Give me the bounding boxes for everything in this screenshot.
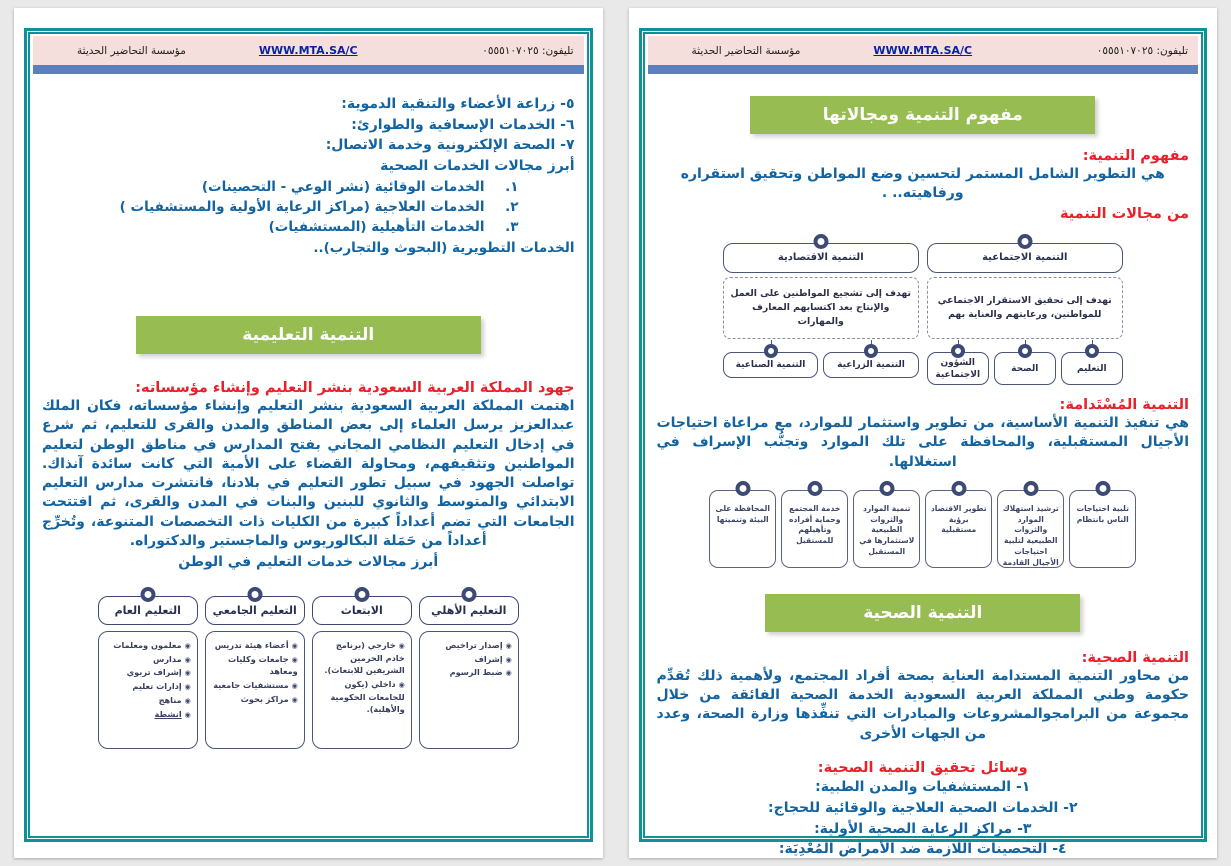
leaf-label: التنمية الصناعية — [735, 360, 806, 371]
header-phone: تليفون: ٠٥٥٥١٠٧٠٢٥ — [482, 44, 574, 57]
pillar-item — [1069, 490, 1136, 568]
tree-social-title-box — [927, 243, 1123, 273]
list-item-number: ٣. — [505, 219, 519, 236]
circle-knob-icon — [807, 481, 822, 496]
list-item-underlined: انشطة — [154, 708, 182, 719]
list-item: ◉ إشراف تربوي — [105, 666, 191, 679]
efforts-title: جهود المملكة العربية السعودية بنشر التعليم وإنشاء مؤسساته: — [135, 379, 575, 396]
page-right-sheet — [33, 36, 584, 834]
leaf-label: الصحة — [1011, 363, 1039, 374]
banner-health-wrap — [657, 594, 1190, 632]
tree-social-desc: تهدف إلى تحقيق الاستقرار الاجتماعي للمواطنين، ورعايتهم والعناية بهم — [927, 277, 1123, 339]
leaf-item — [823, 352, 919, 378]
tree-social — [927, 234, 1123, 385]
header-phone: تليفون: ٠٥٥٥١٠٧٠٢٥ — [1096, 44, 1188, 57]
pillar-label: تطوير الاقتصاد برؤية مستقبلية — [930, 503, 987, 535]
leaf-label: الشؤون الاجتماعية — [935, 357, 981, 380]
banner-education-wrap — [42, 316, 575, 354]
list-item: ◉ إصدار تراخيص — [426, 639, 512, 652]
list-item: ◉ مناهج — [105, 694, 191, 707]
header-accent-bar — [33, 65, 584, 74]
page-header — [648, 36, 1199, 65]
leaf-label: التنمية الزراعية — [837, 360, 905, 371]
list-item: ٤- التحصينات اللازمة ضد الأمراض المُعْدِيَة: — [778, 841, 1067, 858]
pillar-label: تلبية احتياجات الناس بانتظام — [1076, 503, 1129, 524]
list-item: ◉ معلمون ومعلمات — [105, 639, 191, 652]
circle-knob-icon — [951, 481, 966, 496]
list-item: ٦- الخدمات الإسعافية والطوارئ: — [351, 116, 575, 133]
tree-economic-desc: تهدف إلى تشجيع المواطنين على العمل والإنتاج بعد اكتسابهم المعارف والمهارات — [723, 277, 919, 339]
tree-economic-title: التنمية الاقتصادية — [777, 252, 864, 264]
header-website[interactable] — [220, 44, 397, 57]
concept-title: مفهوم التنمية: — [1082, 148, 1189, 164]
leaf-item — [1061, 352, 1123, 385]
health-fields-tail: الخدمات التطويرية (البحوث والتجارب).. — [313, 239, 575, 256]
spacer — [657, 385, 1190, 395]
edu-column-items — [205, 631, 305, 749]
circle-knob-icon — [864, 344, 878, 358]
education-fields-diagram — [42, 587, 575, 749]
tree-economic-leaves — [723, 352, 919, 378]
page-right — [14, 8, 603, 858]
list-item-number: ٢. — [505, 199, 519, 216]
list-item — [42, 177, 575, 197]
edu-column-title: التعليم العام — [114, 603, 181, 617]
pillar-label: تنمية الموارد والثروات الطبيعية لاستثمارها في المستقبل — [859, 503, 915, 556]
leaf-label: التعليم — [1076, 363, 1107, 374]
edu-column-title: الابتعاث — [340, 603, 383, 617]
pillar-item — [709, 490, 776, 568]
pillar-label: خدمة المجتمع وحماية أفراده وتأهيلهم للمستقبل — [788, 503, 841, 546]
edu-column-header — [98, 596, 198, 625]
header-org: مؤسسة التحاضير الحديثة — [691, 44, 801, 57]
edu-column-university — [205, 587, 305, 749]
pillar-label: ترشيد استهلاك الموارد والثروات الطبيعية لتلبية احتياجات الأجيال القادمة — [1002, 503, 1059, 567]
tree-social-leaves — [927, 352, 1123, 385]
circle-knob-icon — [1018, 344, 1032, 358]
list-item: ◉ مدارس — [105, 653, 191, 666]
means-continued-list — [42, 94, 575, 177]
edu-column-title: التعليم الجامعي — [212, 603, 297, 617]
circle-knob-icon — [951, 344, 965, 358]
list-item-number: ١. — [505, 178, 519, 195]
circle-knob-icon — [354, 587, 369, 602]
circle-knob-icon — [1085, 344, 1099, 358]
circle-knob-icon — [1023, 481, 1038, 496]
banner-health: التنمية الصحية — [765, 594, 1080, 632]
health-fields-title: أبرز مجالات الخدمات الصحية — [380, 158, 575, 175]
page-left-body — [648, 96, 1199, 860]
pillar-item — [925, 490, 992, 568]
list-item: ◉ مراكز بحوث — [212, 693, 298, 706]
edu-column-title: التعليم الأهلي — [431, 603, 507, 617]
concept-body: هي التطوير الشامل المستمر لتحسين وضع المواطن وتحقيق استقراره ورفاهيته.. . — [680, 166, 1165, 202]
list-item: ◉ مستشفيات جامعية — [212, 679, 298, 692]
header-accent-bar — [648, 65, 1199, 74]
means-list — [657, 777, 1190, 860]
list-item: ١- المستشفيات والمدن الطبية: — [815, 779, 1031, 796]
health-title: التنمية الصحية: — [1081, 649, 1189, 666]
circle-knob-icon — [461, 587, 476, 602]
page-right-body — [33, 74, 584, 749]
pillar-item — [997, 490, 1064, 568]
circle-knob-icon — [1017, 234, 1032, 249]
edu-fields-title: أبرز مجالات خدمات التعليم في الوطن — [178, 554, 439, 571]
circle-knob-icon — [735, 481, 750, 496]
header-website[interactable] — [834, 44, 1011, 57]
leaf-item — [723, 352, 819, 378]
banner-concept: مفهوم التنمية ومجالاتها — [750, 96, 1095, 134]
tree-economic-title-box — [723, 243, 919, 273]
list-item: ◉ إدارات تعليم — [105, 680, 191, 693]
edu-column-header — [312, 596, 412, 625]
pillar-label: المحافظة على البيئة وتنميتها — [715, 503, 770, 524]
edu-column-header — [205, 596, 305, 625]
list-item: ٥- زراعة الأعضاء والتنقية الدموية: — [341, 96, 575, 112]
list-item-label: الخدمات الوقائية (نشر الوعي - التحصينات) — [201, 178, 485, 195]
list-item: ◉ خارجي (برنامج خادم الحرمين الشريفين للابتعاث). — [319, 639, 405, 677]
circle-knob-icon — [879, 481, 894, 496]
list-item-label: الخدمات العلاجية (مراكز الرعاية الأولية والمستشفيات ) — [119, 199, 485, 216]
edu-column-items — [98, 631, 198, 749]
list-item-label: الخدمات التأهيلية (المستشفيات) — [268, 219, 485, 236]
means-title: وسائل تحقيق التنمية الصحية: — [817, 760, 1028, 777]
leaf-item — [994, 352, 1056, 385]
edu-column-private — [419, 587, 519, 749]
pillar-item — [781, 490, 848, 568]
circle-knob-icon — [140, 587, 155, 602]
list-item: ◉ ضبط الرسوم — [426, 666, 512, 679]
edu-column-scholarship — [312, 587, 412, 749]
fields-title: من مجالات التنمية — [1059, 205, 1189, 222]
banner-education: التنمية التعليمية — [136, 316, 481, 354]
tree-economic — [723, 234, 919, 385]
development-fields-diagram — [657, 234, 1190, 385]
health-body: من محاور التنمية المستدامة العناية بصحة أفراد المجتمع، ولأهمية ذلك تُقدِّم حكومة وطني المملكة العربية السعودية الخدمة الصحية الفائقة من خلال مجموعة من البرامجوالمشروعات والمبادرات التي تنفِّذها وزارة الصحة، وعدد من الجهات الأخرى — [656, 667, 1189, 742]
list-item: ◉ داخلي (يكون للجامعات الحكومية والأهلية). — [319, 678, 405, 716]
sustainable-body: هي تنفيذ التنمية الأساسية، من تطوير واستثمار للموارد، مع مراعاة احتياجات الأجيال المستقبلية، والمحافظة على تلك الموارد وتجنُّب الإسراف في استغلالها. — [656, 414, 1189, 470]
edu-column-items — [312, 631, 412, 749]
list-item: ٧- الصحة الإلكترونية وخدمة الاتصال: — [325, 137, 575, 154]
header-website-link[interactable]: WWW.MTA.SA/C — [873, 44, 973, 57]
list-item: ◉ إشراف — [426, 653, 512, 666]
page-header — [33, 36, 584, 65]
tree-social-title: التنمية الاجتماعية — [982, 252, 1068, 264]
header-org: مؤسسة التحاضير الحديثة — [77, 44, 186, 57]
list-item — [105, 708, 191, 721]
circle-knob-icon — [247, 587, 262, 602]
list-item: ٣- مراكز الرعاية الصحية الأولية: — [814, 820, 1032, 837]
banner-concept-wrap — [657, 96, 1190, 134]
edu-column-header — [419, 596, 519, 625]
list-item: ◉ أعضاء هيئة تدريس — [212, 639, 298, 652]
circle-knob-icon — [764, 344, 778, 358]
edu-column-general — [98, 587, 198, 749]
header-website-link[interactable]: WWW.MTA.SA/C — [258, 44, 358, 57]
sustainability-pillars — [657, 490, 1190, 568]
circle-knob-icon — [1095, 481, 1110, 496]
circle-knob-icon — [813, 234, 828, 249]
health-fields-list — [42, 177, 575, 258]
page-left-sheet — [648, 36, 1199, 858]
list-item — [42, 197, 575, 217]
spacer — [42, 74, 575, 94]
pillar-item — [853, 490, 920, 568]
page-left — [629, 8, 1218, 858]
list-item: ٢- الخدمات الصحية العلاجية والوقائية للحجاج: — [768, 799, 1078, 816]
list-item — [42, 217, 575, 237]
efforts-body: اهتمت المملكة العربية السعودية بنشر التعليم وإنشاء مؤسساته، فكان الملك عبدالعزيز يرسل العلماء إلى بعض المناطق والمدن والقرى للتعليم، ثم شرع في إدخال التعليم النظامي المجاني بفتح المدارس في مناطق الوطن لتعليم المواطنين وتثقيفهم، ومحاولة القضاء على الأمية التي كانت سائدة آنذاك. تواصلت الجهود في سبيل تطور التعليم في بلادنا، فانتشرت مدارس التعليم الابتدائي والمتوسط والثانوي للبنين والبنات في المدن والقرى، ثم افتتحت الجامعات التي تضم أعداداً كبيرة من الكليات ذات التخصصات المتنوعة، وتُخرِّج أعداداً من حَمَلة البكالوريوس والماجستير والدكتوراه. — [42, 397, 575, 550]
list-item: ◉ جامعات وكليات ومعاهد — [212, 653, 298, 679]
leaf-item — [927, 352, 989, 385]
edu-column-items — [419, 631, 519, 749]
sustainable-title: التنمية المُسْتَدامة: — [1059, 396, 1189, 413]
